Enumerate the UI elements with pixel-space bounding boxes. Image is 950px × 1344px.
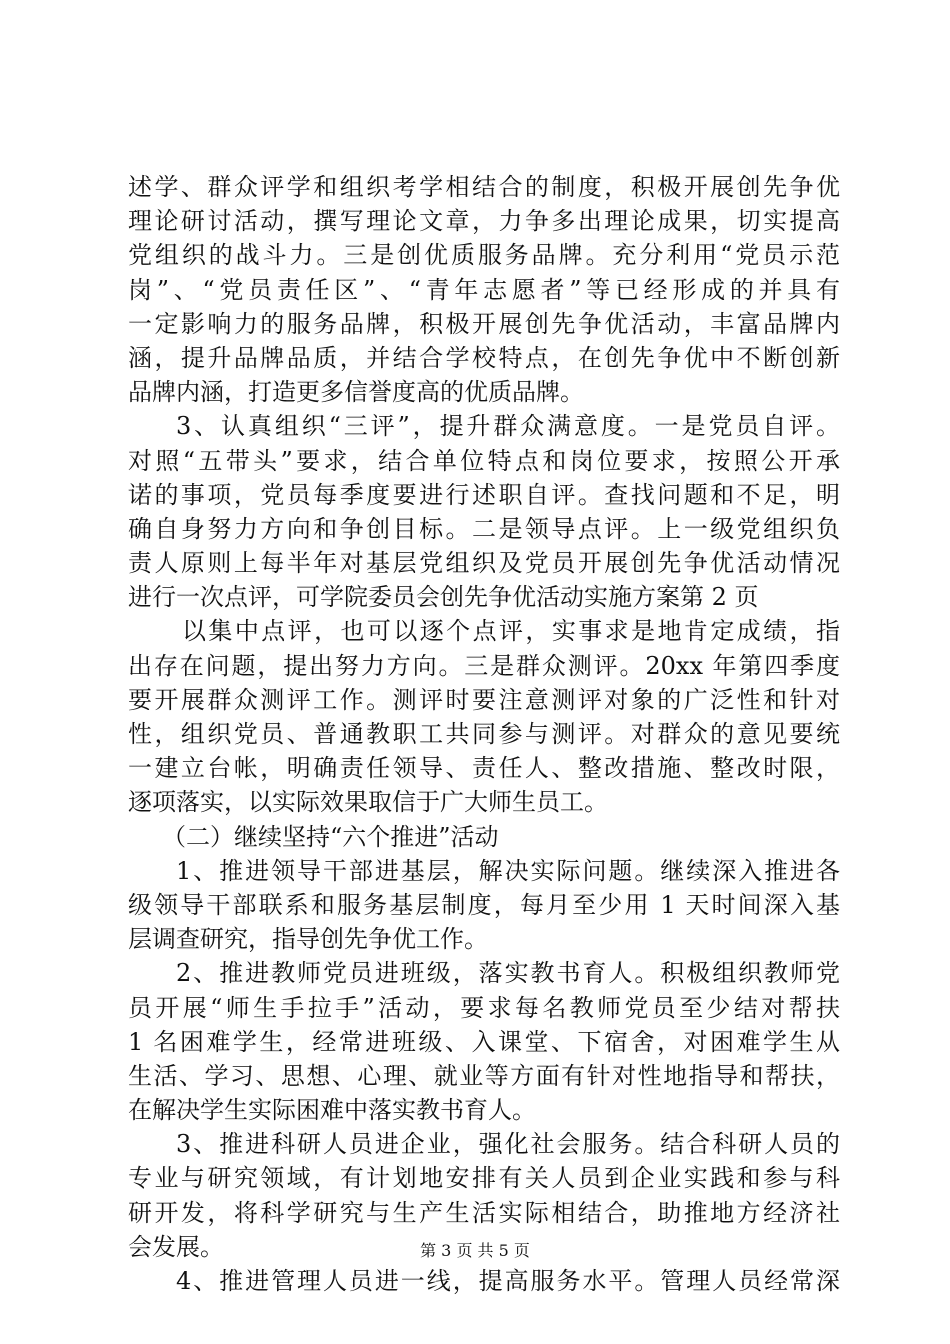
text-line: 级领导干部联系和服务基层制度，每月至少用 1 天时间深入基: [128, 890, 840, 919]
text-line: 4、推进管理人员进一线，提高服务水平。管理人员经常深: [176, 1267, 840, 1295]
text-line: 要开展群众测评工作。测评时要注意测评对象的广泛性和针对: [128, 685, 840, 714]
text-line: 会发展。: [128, 1232, 224, 1261]
text-line: 品牌内涵，打造更多信誉度高的优质品牌。: [128, 378, 584, 407]
text-line: 层调查研究，指导创先争优工作。: [128, 925, 488, 954]
text-line: 性，组织党员、普通教职工共同参与测评。对群众的意见要统: [128, 720, 840, 748]
text-line: 3、推进科研人员进企业，强化社会服务。结合科研人员的: [176, 1130, 840, 1159]
text-line: 岗”、“党员责任区”、“青年志愿者”等已经形成的并具有: [128, 275, 840, 304]
text-line: 党组织的战斗力。三是创优质服务品牌。充分利用“党员示范: [128, 241, 840, 270]
text-line: 3、认真组织“三评”，提升群众满意度。一是党员自评。: [176, 412, 840, 441]
text-line: 涵，提升品牌品质，并结合学校特点，在创先争优中不断创新: [128, 343, 840, 372]
page-footer: 第 3 页 共 5 页: [420, 1241, 530, 1260]
text-line: 逐项落实，以实际效果取信于广大师生员工。: [128, 788, 608, 817]
text-line: 研开发，将科学研究与生产生活实际相结合，助推地方经济社: [128, 1198, 840, 1227]
text-line: 1、推进领导干部进基层，解决实际问题。继续深入推进各: [176, 856, 840, 885]
text-line: 理论研讨活动，撰写理论文章，力争多出理论成果，切实提高: [128, 207, 840, 236]
text-line: 责人原则上每半年对基层党组织及党员开展创先争优活动情况: [128, 549, 840, 578]
text-line: 以集中点评，也可以逐个点评，实事求是地肯定成绩，指: [182, 617, 840, 646]
text-line: 员开展“师生手拉手”活动，要求每名教师党员至少结对帮扶: [128, 993, 840, 1022]
text-line: 出存在问题，提出努力方向。三是群众测评。20xx 年第四季度: [128, 651, 840, 680]
text-line: 专业与研究领域，有计划地安排有关人员到企业实践和参与科: [128, 1164, 840, 1193]
text-line: 述学、群众评学和组织考学相结合的制度，积极开展创先争优: [128, 173, 840, 201]
text-line: 2、推进教师党员进班级，落实教书育人。积极组织教师党: [176, 959, 840, 988]
text-line: （二）继续坚持“六个推进”活动: [162, 822, 499, 851]
document-body: [128, 170, 840, 1298]
text-line: 进行一次点评，可学院委员会创先争优活动实施方案第 2 页: [128, 583, 759, 612]
text-line: 1 名困难学生，经常进班级、入课堂、下宿舍，对困难学生从: [128, 1027, 840, 1056]
text-line: 一定影响力的服务品牌，积极开展创先争优活动，丰富品牌内: [128, 309, 840, 338]
text-line: 在解决学生实际困难中落实教书育人。: [128, 1096, 536, 1125]
text-line: 对照“五带头”要求，结合单位特点和岗位要求，按照公开承: [128, 446, 840, 475]
text-line: 一建立台帐，明确责任领导、责任人、整改措施、整改时限，: [128, 754, 840, 783]
text-line: 生活、学习、思想、心理、就业等方面有针对性地指导和帮扶，: [128, 1061, 840, 1090]
text-line: 确自身努力方向和争创目标。二是领导点评。上一级党组织负: [128, 514, 840, 543]
text-line: 诺的事项，党员每季度要进行述职自评。查找问题和不足，明: [128, 480, 840, 509]
